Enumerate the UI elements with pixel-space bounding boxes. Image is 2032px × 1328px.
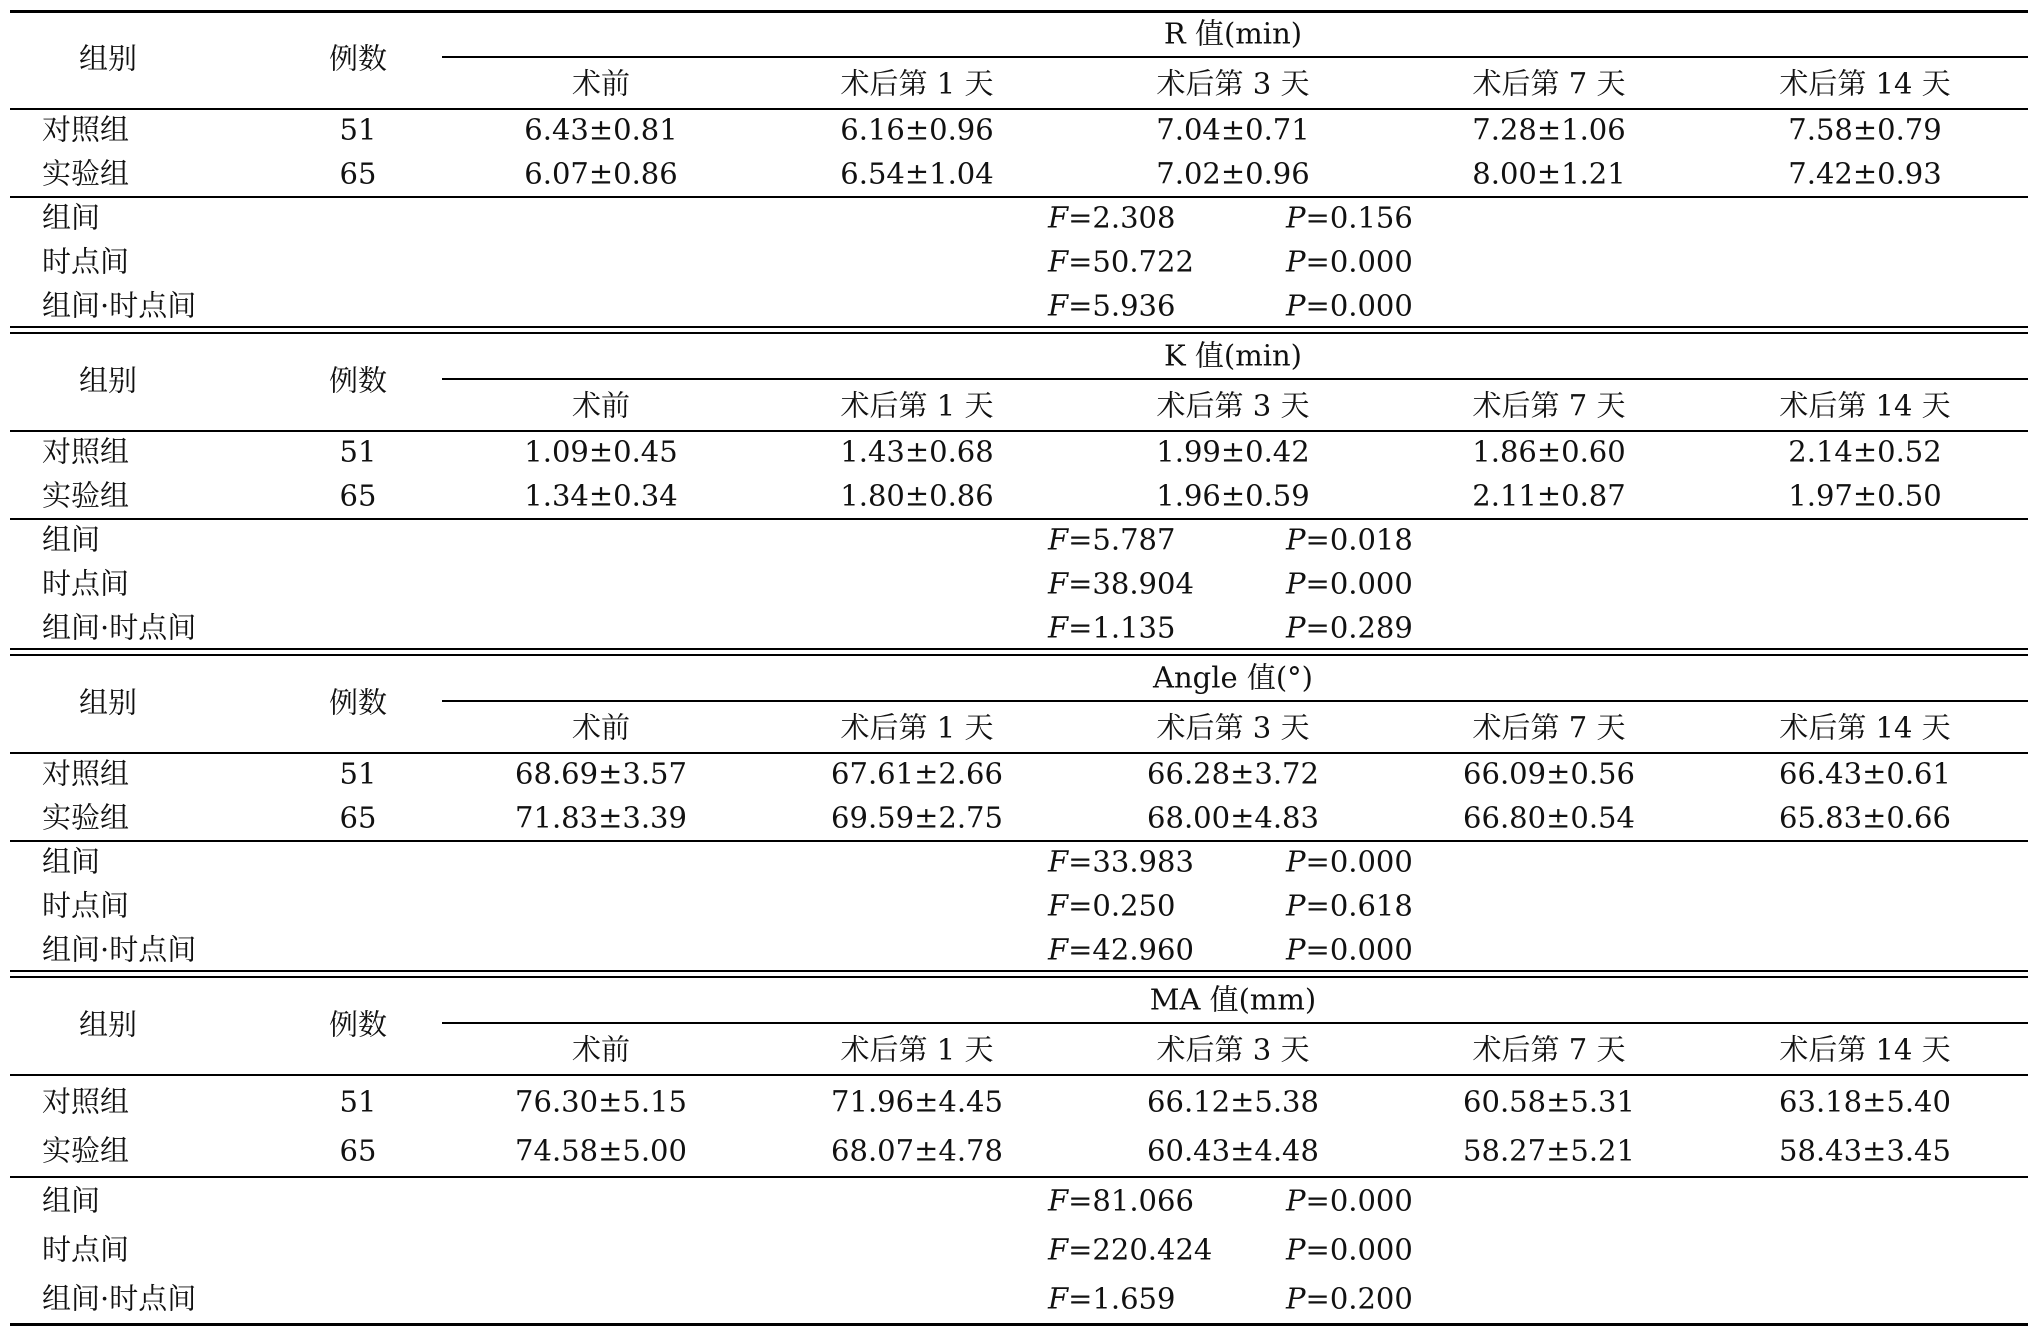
header-sub-rule: [442, 700, 2028, 702]
header-timepoint: 术后第 1 天: [840, 66, 994, 101]
header-bottom-rule: [10, 1074, 2028, 1076]
f-statistic: [1048, 888, 1176, 923]
header-group: 组别: [78, 41, 138, 76]
row-value: 2.11±0.87: [1472, 478, 1626, 513]
f-statistic: [1048, 1281, 1176, 1316]
f-statistic-letter: F: [1048, 844, 1069, 879]
f-statistic-value: =220.424: [1068, 1232, 1213, 1267]
stats-top-rule: [10, 840, 2028, 842]
row-value: 60.43±4.48: [1147, 1133, 1319, 1168]
row-value: 7.42±0.93: [1788, 156, 1942, 191]
header-group: 组别: [78, 363, 138, 398]
header-bottom-rule: [10, 752, 2028, 754]
header-timepoint: 术后第 3 天: [1156, 1032, 1310, 1067]
row-value: 1.43±0.68: [840, 434, 994, 469]
f-statistic-letter: F: [1048, 888, 1069, 923]
p-value-value: =0.200: [1305, 1281, 1413, 1316]
row-value: 1.97±0.50: [1788, 478, 1942, 513]
f-statistic-value: =0.250: [1068, 888, 1176, 923]
p-value-letter: P: [1286, 1232, 1306, 1267]
header-timepoint: 术后第 7 天: [1472, 1032, 1626, 1067]
section-separator-rule: [10, 648, 2028, 650]
row-group: 实验组: [42, 156, 130, 191]
p-value-letter: P: [1286, 610, 1306, 645]
p-value-letter: P: [1286, 1281, 1306, 1316]
stats-top-rule: [10, 196, 2028, 198]
p-value-letter: P: [1286, 200, 1306, 235]
f-statistic: [1048, 566, 1194, 601]
p-value-letter: P: [1286, 1183, 1306, 1218]
p-value: [1286, 1281, 1413, 1316]
row-value: 71.96±4.45: [831, 1084, 1003, 1119]
header-sub-rule: [442, 1022, 2028, 1024]
header-timepoint: 术前: [571, 66, 631, 101]
row-value: 1.86±0.60: [1472, 434, 1626, 469]
f-statistic-value: =50.722: [1068, 244, 1194, 279]
f-statistic: [1048, 1232, 1213, 1267]
f-statistic-letter: F: [1048, 200, 1069, 235]
row-n: 65: [339, 1133, 377, 1168]
f-statistic-value: =5.787: [1068, 522, 1176, 557]
header-timepoint: 术后第 1 天: [840, 388, 994, 423]
header-bottom-rule: [10, 430, 2028, 432]
stat-row-label: 组间·时点间: [42, 932, 197, 967]
header-n: 例数: [328, 1007, 388, 1042]
p-value: [1286, 1232, 1413, 1267]
stats-top-rule: [10, 518, 2028, 520]
row-value: 68.69±3.57: [515, 756, 687, 791]
header-timepoint: 术后第 7 天: [1472, 66, 1626, 101]
stat-row-label: 组间: [42, 522, 101, 557]
p-value: [1286, 566, 1413, 601]
row-value: 6.54±1.04: [840, 156, 994, 191]
p-value: [1286, 200, 1413, 235]
p-value-value: =0.289: [1305, 610, 1413, 645]
p-value-letter: P: [1286, 566, 1306, 601]
row-n: 51: [339, 112, 377, 147]
stat-row-label: 时点间: [42, 244, 130, 279]
row-n: 65: [339, 478, 377, 513]
p-value-value: =0.156: [1305, 200, 1413, 235]
header-timepoint: 术前: [571, 1032, 631, 1067]
row-value: 7.04±0.71: [1156, 112, 1310, 147]
header-timepoint: 术后第 1 天: [840, 1032, 994, 1067]
row-value: 7.28±1.06: [1472, 112, 1626, 147]
section-top-rule: [10, 332, 2028, 334]
f-statistic-letter: F: [1048, 1183, 1069, 1218]
p-value: [1286, 1183, 1413, 1218]
row-n: 51: [339, 434, 377, 469]
f-statistic-value: =81.066: [1068, 1183, 1194, 1218]
row-value: 2.14±0.52: [1788, 434, 1942, 469]
f-statistic-letter: F: [1048, 1232, 1069, 1267]
p-value-letter: P: [1286, 244, 1306, 279]
header-n: 例数: [328, 363, 388, 398]
section-top-rule: [10, 654, 2028, 656]
p-value-value: =0.000: [1305, 1183, 1413, 1218]
stat-row-label: 时点间: [42, 888, 130, 923]
row-value: 68.00±4.83: [1147, 800, 1319, 835]
section-separator-rule: [10, 970, 2028, 972]
stat-row-label: 组间·时点间: [42, 1281, 197, 1316]
f-statistic-value: =1.659: [1068, 1281, 1176, 1316]
f-statistic-value: =5.936: [1068, 288, 1176, 323]
header-timepoint: 术后第 14 天: [1779, 66, 1951, 101]
p-value-value: =0.000: [1305, 288, 1413, 323]
p-value-value: =0.000: [1305, 844, 1413, 879]
stat-row-label: 组间·时点间: [42, 288, 197, 323]
section-top-rule: [10, 976, 2028, 978]
p-value: [1286, 522, 1413, 557]
p-value-letter: P: [1286, 844, 1306, 879]
row-value: 66.09±0.56: [1463, 756, 1635, 791]
p-value-value: =0.000: [1305, 244, 1413, 279]
row-group: 实验组: [42, 1133, 130, 1168]
stat-row-label: 组间: [42, 200, 101, 235]
row-value: 67.61±2.66: [831, 756, 1003, 791]
stats-top-rule: [10, 1176, 2028, 1178]
header-bottom-rule: [10, 108, 2028, 110]
f-statistic-letter: F: [1048, 288, 1069, 323]
row-value: 63.18±5.40: [1779, 1084, 1951, 1119]
f-statistic: [1048, 932, 1194, 967]
section-title: MA 值(mm): [1149, 982, 1317, 1017]
header-group: 组别: [78, 685, 138, 720]
section-title: K 值(min): [1164, 338, 1302, 373]
p-value-value: =0.618: [1305, 888, 1413, 923]
row-n: 51: [339, 756, 377, 791]
row-value: 1.09±0.45: [524, 434, 678, 469]
f-statistic: [1048, 610, 1176, 645]
section-separator-rule: [10, 326, 2028, 328]
row-value: 66.43±0.61: [1779, 756, 1951, 791]
row-value: 74.58±5.00: [515, 1133, 687, 1168]
table-bottom-rule: [10, 1323, 2028, 1326]
header-n: 例数: [328, 41, 388, 76]
f-statistic: [1048, 522, 1176, 557]
row-value: 6.43±0.81: [524, 112, 678, 147]
f-statistic-letter: F: [1048, 244, 1069, 279]
p-value: [1286, 888, 1413, 923]
row-value: 66.28±3.72: [1147, 756, 1319, 791]
p-value-value: =0.000: [1305, 932, 1413, 967]
stat-row-label: 组间·时点间: [42, 610, 197, 645]
header-timepoint: 术后第 14 天: [1779, 388, 1951, 423]
section-top-rule: [10, 10, 2028, 13]
row-value: 7.58±0.79: [1788, 112, 1942, 147]
row-value: 71.83±3.39: [515, 800, 687, 835]
header-timepoint: 术后第 14 天: [1779, 1032, 1951, 1067]
row-value: 1.96±0.59: [1156, 478, 1310, 513]
f-statistic-value: =38.904: [1068, 566, 1194, 601]
row-value: 58.27±5.21: [1463, 1133, 1635, 1168]
f-statistic-value: =33.983: [1068, 844, 1194, 879]
row-group: 实验组: [42, 478, 130, 513]
f-statistic-letter: F: [1048, 932, 1069, 967]
header-timepoint: 术后第 7 天: [1472, 388, 1626, 423]
p-value: [1286, 932, 1413, 967]
header-timepoint: 术后第 3 天: [1156, 388, 1310, 423]
header-timepoint: 术后第 3 天: [1156, 66, 1310, 101]
p-value-letter: P: [1286, 522, 1306, 557]
row-group: 对照组: [42, 434, 130, 469]
p-value-letter: P: [1286, 888, 1306, 923]
header-timepoint: 术后第 7 天: [1472, 710, 1626, 745]
section-title: R 值(min): [1163, 16, 1303, 51]
row-value: 66.80±0.54: [1463, 800, 1635, 835]
row-value: 6.16±0.96: [840, 112, 994, 147]
header-timepoint: 术前: [571, 710, 631, 745]
row-value: 76.30±5.15: [515, 1084, 687, 1119]
row-n: 65: [339, 156, 377, 191]
f-statistic: [1048, 1183, 1194, 1218]
p-value-letter: P: [1286, 288, 1306, 323]
p-value-value: =0.000: [1305, 1232, 1413, 1267]
f-statistic: [1048, 844, 1194, 879]
row-value: 65.83±0.66: [1779, 800, 1951, 835]
f-statistic-value: =42.960: [1068, 932, 1194, 967]
f-statistic-letter: F: [1048, 522, 1069, 557]
f-statistic: [1048, 244, 1194, 279]
p-value-letter: P: [1286, 932, 1306, 967]
stat-row-label: 组间: [42, 1183, 101, 1218]
stat-row-label: 时点间: [42, 1232, 130, 1267]
header-sub-rule: [442, 378, 2028, 380]
f-statistic-letter: F: [1048, 610, 1069, 645]
stat-row-label: 时点间: [42, 566, 130, 601]
row-value: 66.12±5.38: [1147, 1084, 1319, 1119]
row-value: 7.02±0.96: [1156, 156, 1310, 191]
header-timepoint: 术前: [571, 388, 631, 423]
row-group: 对照组: [42, 756, 130, 791]
p-value-value: =0.018: [1305, 522, 1413, 557]
row-value: 1.34±0.34: [524, 478, 678, 513]
row-value: 58.43±3.45: [1779, 1133, 1951, 1168]
row-group: 对照组: [42, 112, 130, 147]
p-value: [1286, 288, 1413, 323]
f-statistic-letter: F: [1048, 566, 1069, 601]
p-value: [1286, 844, 1413, 879]
p-value: [1286, 244, 1413, 279]
f-statistic-value: =2.308: [1068, 200, 1176, 235]
row-value: 69.59±2.75: [831, 800, 1003, 835]
p-value: [1286, 610, 1413, 645]
row-group: 实验组: [42, 800, 130, 835]
stat-row-label: 组间: [42, 844, 101, 879]
row-value: 68.07±4.78: [831, 1133, 1003, 1168]
p-value-value: =0.000: [1305, 566, 1413, 601]
f-statistic: [1048, 288, 1176, 323]
f-statistic-letter: F: [1048, 1281, 1069, 1316]
f-statistic: [1048, 200, 1176, 235]
row-value: 1.99±0.42: [1156, 434, 1310, 469]
row-value: 60.58±5.31: [1463, 1084, 1635, 1119]
header-timepoint: 术后第 3 天: [1156, 710, 1310, 745]
row-n: 65: [339, 800, 377, 835]
header-group: 组别: [78, 1007, 138, 1042]
section-title: Angle 值(°): [1153, 660, 1313, 695]
f-statistic-value: =1.135: [1068, 610, 1176, 645]
row-value: 1.80±0.86: [840, 478, 994, 513]
row-group: 对照组: [42, 1084, 130, 1119]
row-value: 8.00±1.21: [1472, 156, 1626, 191]
header-timepoint: 术后第 14 天: [1779, 710, 1951, 745]
header-n: 例数: [328, 685, 388, 720]
row-value: 6.07±0.86: [524, 156, 678, 191]
row-n: 51: [339, 1084, 377, 1119]
header-timepoint: 术后第 1 天: [840, 710, 994, 745]
header-sub-rule: [442, 56, 2028, 58]
